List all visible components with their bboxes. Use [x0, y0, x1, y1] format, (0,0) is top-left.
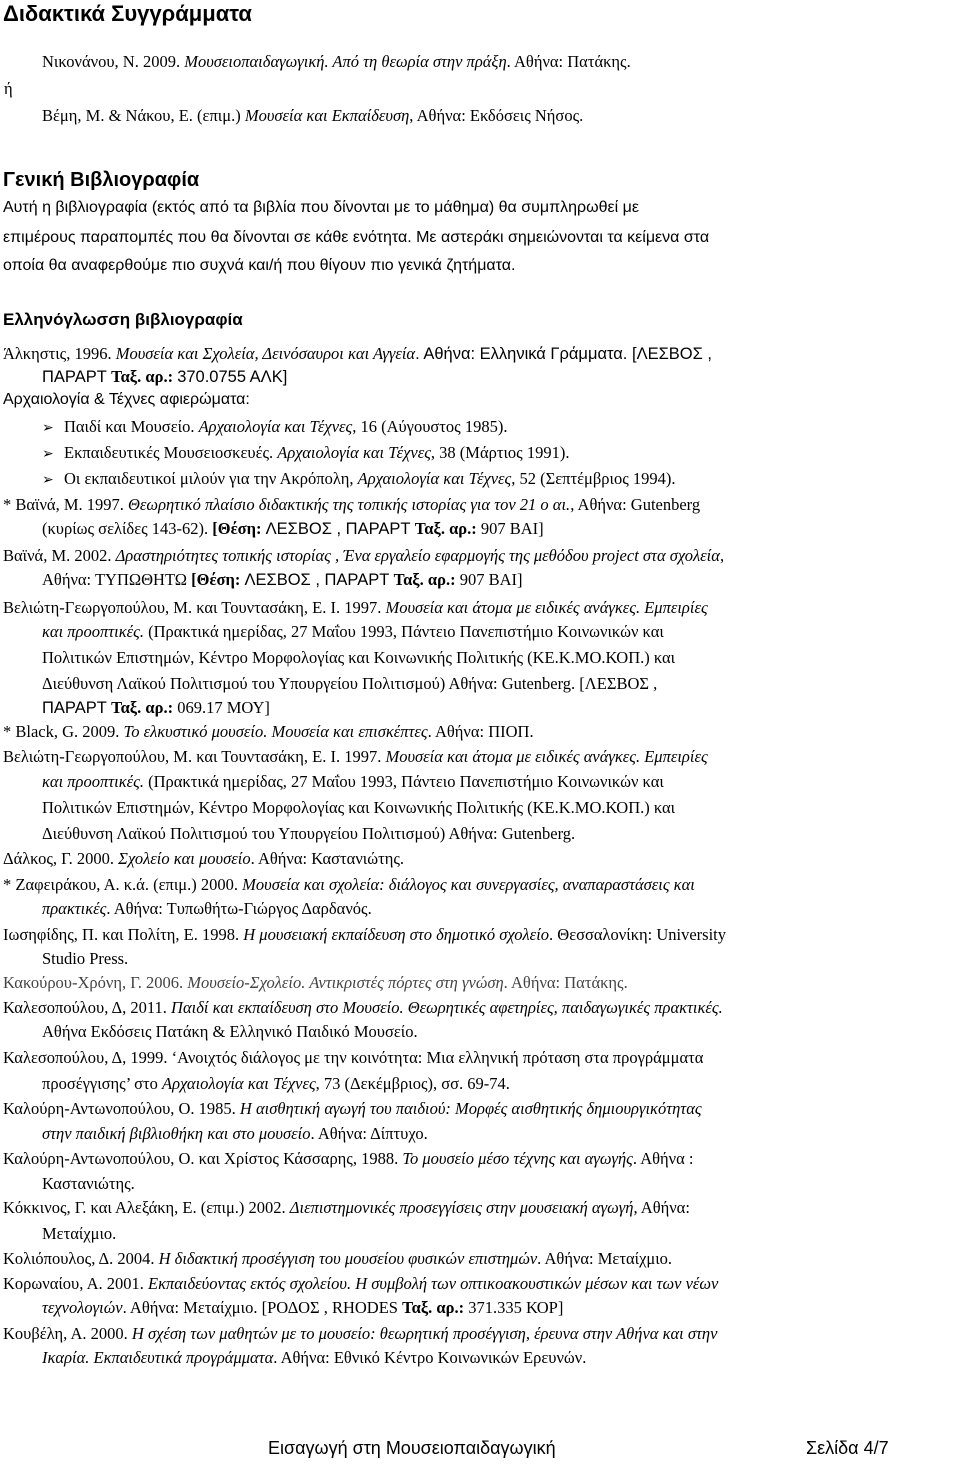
journal: Αρχαιολογία και Τέχνες — [277, 443, 431, 462]
shelf-label: [Θέση: — [212, 519, 266, 538]
footer-title: Εισαγωγή στη Μουσειοπαιδαγωγική — [268, 1438, 556, 1458]
ref-author: Καλούρη-Αντωνοπούλου, Ο. 1985. — [3, 1099, 240, 1118]
ref-author: Καλούρη-Αντωνοπούλου, Ο. και Χρίστος Κάσσαρης, 1988. — [3, 1149, 403, 1168]
arrow-bullet-icon: ➢ — [42, 446, 54, 462]
ref-zafeirakou — [3, 873, 695, 896]
ref-vaina-2002-shelf — [42, 568, 523, 592]
ref-kalesopoulou-2011 — [3, 996, 723, 1019]
ref-title: και προοπτικές. — [42, 622, 144, 641]
ref-publisher: , Αθήνα: — [633, 1198, 690, 1217]
ref-publisher: . Αθήνα: Μεταίχμιο. [ΡΟΔΟΣ , RHODES — [122, 1298, 403, 1317]
ref-title: στην παιδική βιβλιοθήκη και στο μουσείο — [42, 1124, 311, 1143]
ref-velioti-1-line3: Πολιτικών Επιστημών, Κέντρο Μορφολογίας και Κοινωνικής Πολιτικής (ΚΕ.Κ.ΜΟ.ΚΟΠ.) και — [42, 648, 676, 667]
shelf-number: 907 ΒΑΙ] — [480, 519, 544, 538]
ref-velioti-2 — [3, 745, 708, 768]
ref-velioti-2-line3: Πολιτικών Επιστημών, Κέντρο Μορφολογίας και Κοινωνικής Πολιτικής (ΚΕ.Κ.ΜΟ.ΚΟΠ.) και — [42, 798, 676, 817]
ref-publisher: . Αθήνα: Μεταίχμιο. — [537, 1249, 673, 1268]
ref-title: Η αισθητική αγωγή του παιδιού: Μορφές αισθητικής δημιουργικότητας — [239, 1099, 702, 1118]
ref-title: Μουσεία και Σχολεία, Δεινόσαυροι και Αγγεία — [115, 344, 416, 363]
ref-vaina-2002 — [3, 544, 724, 567]
ref-title: Μουσεία και άτομα με ειδικές ανάγκες. Εμπειρίες — [385, 747, 708, 766]
ref-publisher: . Αθήνα: ΠΙΟΠ. — [427, 722, 534, 741]
ref-author: Κολιόπουλος, Δ. 2004. — [3, 1249, 159, 1268]
ref-title: και προοπτικές. — [42, 772, 144, 791]
ref-black — [3, 720, 534, 743]
ref-title: Ικαρία. Εκπαιδευτικά προγράμματα — [42, 1348, 274, 1367]
ref-title: Το ελκυστικό μουσείο. Μουσεία και επισκέπτες — [123, 722, 428, 741]
ref-kalesopoulou-1999: Καλεσοπούλου, Δ, 1999. ‘Ανοιχτός διάλογος με την κοινότητα: Μια ελληνική πρόταση στα προγράμματα — [3, 1048, 704, 1067]
ref-author: Κουβέλη, Α. 2000. — [3, 1324, 132, 1343]
ref-title: Δραστηριότητες τοπικής ιστορίας , Ένα εργαλείο εφαρμογής της μεθόδου project στα σχολεία — [115, 546, 720, 565]
ref-dalkos — [3, 847, 404, 870]
shelf-number: 907 ΒΑΙ] — [459, 570, 523, 589]
publisher: , Αθήνα: Εκδόσεις Νήσος. — [409, 106, 584, 125]
ref-zafeirakou-line2 — [42, 897, 372, 920]
ref-kalouri-1988 — [3, 1147, 694, 1170]
ref-publisher: . Αθήνα : — [632, 1149, 694, 1168]
general-text-line: Αυτή η βιβλιογραφία (εκτός από τα βιβλία που δίνονται με το μάθημα) θα συμπληρωθεί με — [3, 199, 639, 216]
ref-title: Μουσείο-Σχολείο. Αντικριστές πόρτες στη γνώση — [187, 973, 504, 992]
ref-title: Εκπαιδεύοντας εκτός σχολείου. Η συμβολή των οπτικοακουστικών μέσων και των νέων — [147, 1274, 719, 1293]
ref-title: τεχνολογιών — [42, 1298, 123, 1317]
ref-velioti-2-line4: Διεύθυνση Λαϊκού Πολιτισμού του Υπουργείου Πολιτισμού) Αθήνα: Gutenberg. — [42, 824, 576, 843]
ref-iosifidis-line2: Studio Press. — [42, 949, 129, 968]
ref-title: Η διδακτική προσέγγιση του μουσείου φυσικών επιστημών — [158, 1249, 538, 1268]
ref-kalouri-1985 — [3, 1097, 702, 1120]
heading-general-bibliography: Γενική Βιβλιογραφία — [3, 169, 200, 191]
ref-kalouri-1988-line2: Καστανιώτης. — [42, 1174, 135, 1193]
ref-title: Διεπιστημονικές προσεγγίσεις στην μουσειακή αγωγή — [289, 1198, 634, 1217]
ref-text: προσέγγισης’ στο — [42, 1074, 163, 1093]
ref-koronaiou — [3, 1272, 718, 1295]
issue-info: , 38 (Μάρτιος 1991). — [430, 443, 570, 462]
shelf-label: Ταξ. αρ.: — [111, 698, 178, 717]
issue-info: , 16 (Αύγουστος 1985). — [352, 417, 508, 436]
ref-author: Ιωσηφίδης, Π. και Πολίτη, Ε. 1998. — [3, 925, 244, 944]
ref-title: Το μουσείο μέσο τέχνης και αγωγής — [402, 1149, 633, 1168]
ref-publisher: Αθήνα: ΤΥΠΩΘΗΤΩ — [42, 570, 192, 589]
ref-author: * Ζαφειράκου, Α. κ.ά. (επιμ.) 2000. — [3, 875, 243, 894]
ref-title: Η σχέση των μαθητών με το μουσείο: θεωρητική προσέγγιση, έρευνα στην Αθήνα και στην — [131, 1324, 718, 1343]
ref-kalouri-1985-line2 — [42, 1122, 428, 1145]
ref-kokkinos-line2: Μεταίχμιο. — [42, 1224, 117, 1243]
or-separator: ή — [4, 79, 13, 98]
shelf-location: ΠΑΡΑΡΤ — [42, 368, 112, 386]
shelf-label: Ταξ. αρ.: — [111, 367, 178, 386]
shelf-location: ΛΕΣΒΟΣ , ΠΑΡΑΡΤ — [265, 520, 415, 538]
ref-title: Θεωρητικό πλαίσιο διδακτικής της τοπικής ιστορίας για τον 21 ο αι. — [128, 495, 571, 514]
footer-page-number: Σελίδα 4/7 — [806, 1438, 889, 1458]
didactic-book-2 — [42, 104, 583, 127]
ref-kalesopoulou-2011-line2: Αθήνα Εκδόσεις Πατάκη & Ελληνικό Παιδικό Μουσείο. — [42, 1022, 418, 1041]
ref-title: Παιδί και εκπαίδευση στο Μουσείο. Θεωρητικές αφετηρίες, παιδαγωγικές πρακτικές. — [171, 998, 723, 1017]
journal: Αρχαιολογία και Τέχνες — [198, 417, 353, 436]
ref-title: Μουσεία και σχολεία: διάλογος και συνεργασίες, αναπαραστάσεις και — [242, 875, 695, 894]
shelf-label: Ταξ. αρ.: — [402, 1298, 469, 1317]
ref-title: Μουσεία και άτομα με ειδικές ανάγκες. Εμπειρίες — [385, 598, 708, 617]
ref-kalesopoulou-1999-line2 — [42, 1072, 510, 1095]
ref-author: Κόκκινος, Γ. και Αλεξάκη, Ε. (επιμ.) 2002. — [3, 1198, 290, 1217]
ref-author: Καλεσοπούλου, Δ, 2011. — [3, 998, 172, 1017]
ref-koliopoulos — [3, 1247, 672, 1270]
general-text-line: επιμέρους παραπομπές που θα δίνονται σε κάθε ενότητα. Με αστεράκι σημειώνονται τα κείμενα στα — [3, 229, 710, 246]
ref-vaina-1997 — [3, 493, 700, 516]
ref-author: * Black, G. 2009. — [3, 722, 124, 741]
ref-publisher: . Αθήνα: Καστανιώτης. — [250, 849, 405, 868]
ref-velioti-1-line4: Διεύθυνση Λαϊκού Πολιτισμού του Υπουργείου Πολιτισμού) Αθήνα: Gutenberg. [ΛΕΣΒΟΣ , — [42, 674, 658, 693]
ref-author: Κορωναίου, Α. 2001. — [3, 1274, 148, 1293]
ref-author: Βελιώτη-Γεωργοπούλου, Μ. και Τουντασάκη, Ε. Ι. 1997. — [3, 747, 386, 766]
publisher: . Αθήνα: Πατάκης. — [506, 52, 631, 71]
ref-publisher: . Αθήνα: Ελληνικά Γράμματα. [ΛΕΣΒΟΣ , — [415, 345, 712, 363]
ref-title: Η μουσειακή εκπαίδευση στο δημοτικό σχολείο — [243, 925, 550, 944]
ref-publisher: . Αθήνα: Τυπωθήτω-Γιώργος Δαρδανός. — [106, 899, 372, 918]
general-text-line: οποία θα αναφερθούμε πιο συχνά και/ή που θίγουν πιο γενικά ζητήματα. — [3, 257, 516, 274]
arrow-bullet-icon: ➢ — [42, 472, 54, 488]
ref-publisher: , Αθήνα: Gutenberg — [570, 495, 701, 514]
ref-title: πρακτικές — [42, 899, 107, 918]
issue-item — [42, 467, 676, 492]
shelf-location: ΠΑΡΑΡΤ — [42, 699, 112, 717]
ref-kokkinos — [3, 1196, 690, 1219]
shelf-number: 069.17 ΜΟΥ] — [177, 698, 270, 717]
ref-kouveli — [3, 1322, 717, 1345]
ref-details: (Πρακτικά ημερίδας, 27 Μαΐου 1993, Πάντειο Πανεπιστήμιο Κοινωνικών και — [143, 772, 664, 791]
ref-velioti-1-shelf — [42, 696, 270, 720]
issue-item — [42, 415, 507, 440]
ref-details: (Πρακτικά ημερίδας, 27 Μαΐου 1993, Πάντειο Πανεπιστήμιο Κοινωνικών και — [143, 622, 664, 641]
issue-title: Παιδί και Μουσείο. — [64, 417, 199, 436]
ref-vaina-1997-shelf — [42, 517, 544, 541]
journal: Αρχαιολογία και Τέχνες — [162, 1074, 316, 1093]
shelf-label: Ταξ. αρ.: — [393, 570, 460, 589]
ref-koronaiou-line2 — [42, 1296, 563, 1319]
issue-info: , 52 (Σεπτέμβριος 1994). — [511, 469, 676, 488]
heading-didactic-books: Διδακτικά Συγγράμματα — [3, 1, 252, 26]
author-year: Νικονάνου, Ν. 2009. — [42, 52, 185, 71]
ref-pages: (κυρίως σελίδες 143-62). — [42, 519, 213, 538]
didactic-book-1 — [42, 50, 631, 73]
shelf-location: ΛΕΣΒΟΣ , ΠΑΡΑΡΤ — [244, 571, 394, 589]
heading-greek-bibliography: Ελληνόγλωσση βιβλιογραφία — [3, 310, 243, 329]
book-title: Μουσεία και Εκπαίδευση — [244, 106, 410, 125]
author-year: Βέμη, Μ. & Νάκου, Ε. (επιμ.) — [42, 106, 245, 125]
issue-item — [42, 441, 569, 466]
shelf-label: Ταξ. αρ.: — [414, 519, 481, 538]
ref-publisher: . Αθήνα: Εθνικό Κέντρο Κοινωνικών Ερευνών. — [273, 1348, 587, 1367]
shelf-number: 371.335 ΚΟΡ] — [468, 1298, 564, 1317]
ref-author: Κακούρου-Χρόνη, Γ. 2006. — [3, 973, 188, 992]
book-title: Μουσειοπαιδαγωγική. Από τη θεωρία στην πράξη — [184, 52, 507, 71]
ref-velioti-1-line2 — [42, 620, 664, 643]
ref-title: Σχολείο και μουσείο — [118, 849, 251, 868]
arrow-bullet-icon: ➢ — [42, 420, 54, 436]
ref-author: Άλκηστις, 1996. — [3, 344, 116, 363]
ref-publisher: . Αθήνα: Πατάκης. — [503, 973, 628, 992]
journal: Αρχαιολογία και Τέχνες — [357, 469, 512, 488]
ref-author: Βαϊνά, Μ. 2002. — [3, 546, 116, 565]
punct: , — [719, 546, 725, 565]
ref-author: Βελιώτη-Γεωργοπούλου, Μ. και Τουντασάκη, Ε. Ι. 1997. — [3, 598, 386, 617]
issue-info: , 73 (Δεκέμβριος), σσ. 69-74. — [315, 1074, 510, 1093]
issue-title: Εκπαιδευτικές Μουσειοσκευές. — [64, 443, 278, 462]
ref-velioti-1 — [3, 596, 708, 619]
ref-author: Δάλκος, Γ. 2000. — [3, 849, 119, 868]
ref-publisher: . Αθήνα: Δίπτυχο. — [310, 1124, 428, 1143]
ref-velioti-2-line2 — [42, 770, 664, 793]
issue-title: Οι εκπαιδευτικοί μιλούν για την Ακρόπολη, — [64, 469, 358, 488]
ref-publisher: . Θεσσαλονίκη: University — [549, 925, 727, 944]
ref-kouveli-line2 — [42, 1346, 586, 1369]
ref-iosifidis — [3, 923, 726, 946]
ref-author: * Βαϊνά, Μ. 1997. — [3, 495, 128, 514]
ref-archaeology-issues: Αρχαιολογία & Τέχνες αφιερώματα: — [3, 391, 250, 408]
ref-alkistis — [3, 342, 712, 366]
shelf-number: 370.0755 ΑΛΚ] — [177, 368, 288, 386]
shelf-label: [Θέση: — [191, 570, 245, 589]
ref-kakourou — [3, 971, 628, 994]
ref-alkistis-shelf — [42, 365, 287, 389]
